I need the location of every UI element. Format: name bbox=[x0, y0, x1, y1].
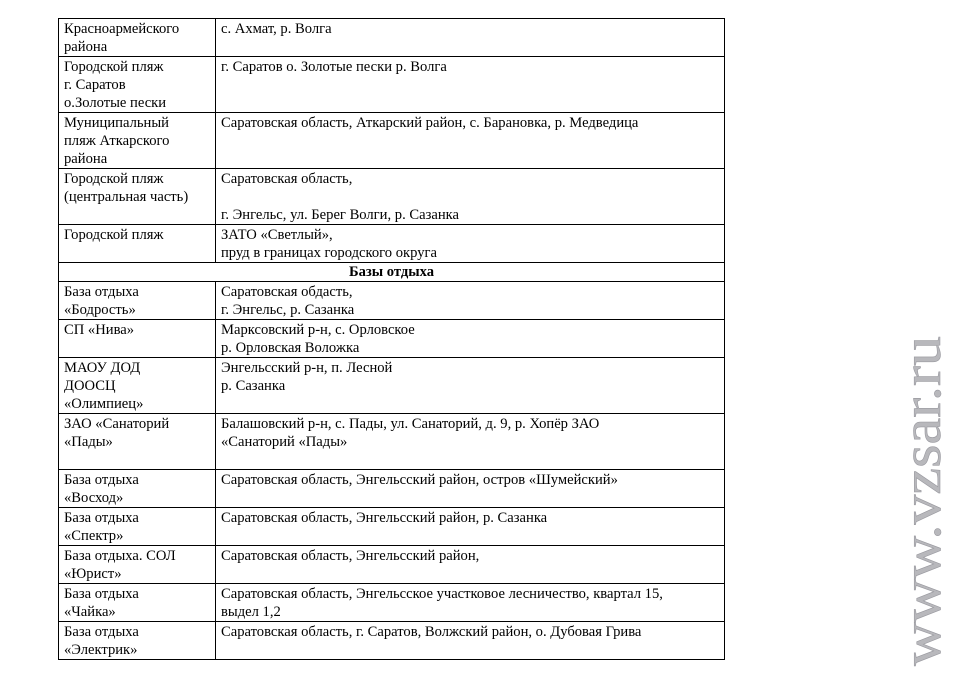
place-name-cell bbox=[59, 622, 216, 660]
place-name-cell bbox=[59, 282, 216, 320]
place-name-cell-line: пляж Аткарского bbox=[64, 133, 170, 149]
place-name-cell bbox=[59, 584, 216, 622]
place-name-cell-line: (центральная часть) bbox=[64, 189, 189, 205]
table-row bbox=[59, 57, 725, 113]
place-name-cell-line: База отдыха bbox=[64, 624, 139, 640]
address-cell-line: Саратовская область, bbox=[221, 171, 353, 187]
address-cell-line: Марксовский р-н, с. Орловское bbox=[221, 322, 415, 338]
address-cell-line: выдел 1,2 bbox=[221, 604, 281, 620]
address-cell-line: с. Ахмат, р. Волга bbox=[221, 21, 332, 37]
place-name-cell-line: «Пады» bbox=[64, 434, 113, 450]
address-cell-line: р. Орловская Воложка bbox=[221, 340, 360, 356]
place-name-cell-line: «Восход» bbox=[64, 490, 124, 506]
address-cell-line: Саратовская область, Энгельсский район, остров «Шумейский» bbox=[221, 472, 618, 488]
address-cell bbox=[216, 414, 725, 470]
table-row bbox=[59, 358, 725, 414]
address-cell bbox=[216, 470, 725, 508]
address-cell bbox=[216, 320, 725, 358]
table-row bbox=[59, 225, 725, 263]
address-cell-line bbox=[221, 188, 719, 206]
section-heading: Базы отдыха bbox=[59, 263, 725, 282]
address-cell bbox=[216, 57, 725, 113]
address-cell-line: «Санаторий «Пады» bbox=[221, 434, 348, 450]
address-cell-line: Саратовская обдасть, bbox=[221, 284, 353, 300]
place-name-cell-line: района bbox=[64, 39, 108, 55]
table-row bbox=[59, 470, 725, 508]
watermark bbox=[878, 330, 960, 670]
place-name-cell-line: База отдыха bbox=[64, 510, 139, 526]
watermark-text: www.vzsar.ru bbox=[891, 358, 953, 666]
address-cell-line: пруд в границах городского округа bbox=[221, 245, 437, 261]
address-cell-line: Саратовская область, Энгельсский район, bbox=[221, 548, 480, 564]
section-row bbox=[59, 263, 725, 282]
place-name-cell-line: «Электрик» bbox=[64, 642, 138, 658]
place-name-cell-line: Муниципальный bbox=[64, 115, 169, 131]
address-cell-line: Балашовский р-н, с. Пады, ул. Санаторий, д. 9, р. Хопёр ЗАО bbox=[221, 416, 600, 432]
place-name-cell bbox=[59, 113, 216, 169]
document-table bbox=[58, 18, 725, 660]
address-cell-line: г. Энгельс, ул. Берег Волги, р. Сазанка bbox=[221, 207, 459, 223]
address-cell-line: ЗАТО «Светлый», bbox=[221, 227, 333, 243]
table-row bbox=[59, 320, 725, 358]
table-row bbox=[59, 508, 725, 546]
place-name-cell-line: о.Золотые пески bbox=[64, 95, 167, 111]
place-name-cell-line: Городской пляж bbox=[64, 227, 164, 243]
place-name-cell bbox=[59, 546, 216, 584]
place-name-cell-line: МАОУ ДОД bbox=[64, 360, 141, 376]
table-body bbox=[59, 19, 725, 660]
table-row bbox=[59, 414, 725, 470]
place-name-cell bbox=[59, 57, 216, 113]
place-name-cell-line: Городской пляж bbox=[64, 171, 164, 187]
place-name-cell-line: База отдыха bbox=[64, 586, 139, 602]
place-name-cell-line: База отдыха bbox=[64, 284, 139, 300]
place-name-cell-line: ДООСЦ bbox=[64, 378, 116, 394]
place-name-cell-line: «Юрист» bbox=[64, 566, 122, 582]
place-name-cell bbox=[59, 414, 216, 470]
address-cell bbox=[216, 584, 725, 622]
place-name-cell-line: Красноармейского bbox=[64, 21, 180, 37]
address-cell-line: г. Энгельс, р. Сазанка bbox=[221, 302, 355, 318]
address-cell bbox=[216, 622, 725, 660]
table-row bbox=[59, 622, 725, 660]
place-name-cell bbox=[59, 508, 216, 546]
place-name-cell-line: Городской пляж bbox=[64, 59, 164, 75]
address-cell-line: Саратовская область, Энгельсский район, р. Сазанка bbox=[221, 510, 548, 526]
place-name-cell bbox=[59, 358, 216, 414]
address-cell-line: Энгельсский р-н, п. Лесной bbox=[221, 360, 393, 376]
table-row bbox=[59, 19, 725, 57]
place-name-cell bbox=[59, 225, 216, 263]
table-row bbox=[59, 113, 725, 169]
address-cell bbox=[216, 546, 725, 584]
address-cell bbox=[216, 225, 725, 263]
address-cell-line: Саратовская область, Аткарский район, с. Барановка, р. Медведица bbox=[221, 115, 639, 131]
place-name-cell bbox=[59, 169, 216, 225]
place-name-cell-line: База отдыха bbox=[64, 472, 139, 488]
table-row bbox=[59, 546, 725, 584]
address-cell-line: р. Сазанка bbox=[221, 378, 286, 394]
place-name-cell-line: «Бодрость» bbox=[64, 302, 136, 318]
address-cell bbox=[216, 19, 725, 57]
address-cell-line: Саратовская область, г. Саратов, Волжский район, о. Дубовая Грива bbox=[221, 624, 642, 640]
place-name-cell-line: г. Саратов bbox=[64, 77, 126, 93]
place-name-cell-line: «Чайка» bbox=[64, 604, 116, 620]
address-cell bbox=[216, 508, 725, 546]
table-row bbox=[59, 584, 725, 622]
place-name-cell bbox=[59, 470, 216, 508]
place-name-cell-line: СП «Нива» bbox=[64, 322, 135, 338]
place-name-cell bbox=[59, 19, 216, 57]
place-name-cell-line: «Олимпиец» bbox=[64, 396, 144, 412]
table-row bbox=[59, 169, 725, 225]
address-cell bbox=[216, 358, 725, 414]
place-name-cell bbox=[59, 320, 216, 358]
place-name-cell-line: «Спектр» bbox=[64, 528, 124, 544]
address-cell-line: Саратовская область, Энгельсское участковое лесничество, квартал 15, bbox=[221, 586, 663, 602]
address-cell bbox=[216, 169, 725, 225]
address-cell bbox=[216, 282, 725, 320]
address-cell bbox=[216, 113, 725, 169]
address-cell-line: г. Саратов о. Золотые пески р. Волга bbox=[221, 59, 447, 75]
place-name-cell-line: База отдыха. СОЛ bbox=[64, 548, 176, 564]
table-row bbox=[59, 282, 725, 320]
place-name-cell-line: района bbox=[64, 151, 108, 167]
place-name-cell-line: ЗАО «Санаторий bbox=[64, 416, 170, 432]
